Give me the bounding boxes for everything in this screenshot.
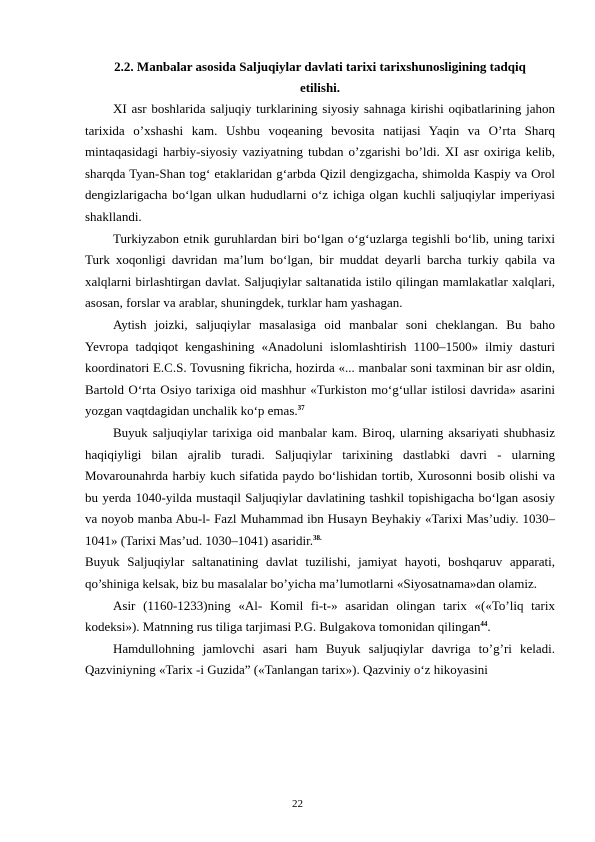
paragraph-2-text: Turkiyzabon etnik guruhlardan biri bo‘lgan o‘g‘uzlarga tegishli bo‘lib, uning tarixi Turk xoqonligi davridan ma’lum bo‘lgan, bir muddat deyarli barcha turkiy qabila va xalqlarni birlashtirgan davlat. Saljuqiylar saltanatida istilo qilingan mamlakatlar xalqlari, asosan, forslar va arablar, shuningdek, turklar ham yashagan. [85,230,555,311]
paragraph-1 [85,98,555,228]
paragraph-6 [85,595,555,638]
paragraph-7 [85,638,555,681]
paragraph-2 [85,228,555,314]
paragraph-5-text: Buyuk Saljuqiylar saltanatining davlat tuzilishi, jamiyat hayoti, boshqaruv apparati, qo’shiniga kelsak, biz bu masalalar bo’yicha ma’lumotlarni «Siyosatnama»dan olamiz. [85,554,555,592]
paragraph-3 [85,314,555,422]
paragraph-6-end: . [487,619,491,635]
footnote-ref-38[interactable]: 38. [313,533,322,542]
paragraph-4 [85,422,555,552]
page-number: 22 [292,798,303,810]
paragraph-3-text: Aytish joizki, saljuqiylar masalasiga oid manbalar soni cheklangan. Bu baho Yevropa tadqiqot kengashining «Anadoluni islomlashtirish 1100–1500» ilmiy dasturi koordinatori E.C.S. Tovusning fikricha, hozirda «... manbalar soni taxminan bir asr oldin, Bartold O‘rta Osiyo tarixiga oid mashhur «Turkiston mo‘g‘ullar istilosi davrida» asarini yozgan vaqtdagidan unchalik ko‘p emas. [85,316,555,419]
footnote-ref-44[interactable]: 44 [480,620,488,629]
section-heading-line-2: etilishi. [299,80,341,95]
paragraph-7-text: Hamdullohning jamlovchi asari ham Buyuk saljuqiylar davriga to’g’ri keladi. Qazviniyning «Tarix -i Guzida” («Tanlangan tarix»). Qazviniy o‘z hikoyasini [85,640,555,678]
paragraph-5 [85,551,555,594]
section-heading-line-1: 2.2. Manbalar asosida Saljuqiylar davlati tarixi tarixshunosligining tadqiq [114,59,526,74]
paragraph-4-text: Buyuk saljuqiylar tarixiga oid manbalar kam. Biroq, ularning aksariyati shubhasiz haqiqiyligi bilan ajralib turadi. Saljuqiylar tarixining dastlabki davri - ularning Movarounahrda harbiy kuch sifatida paydo bo‘lishidan tortib, Xurosonni bosib olishi va bu yerda 1040-yilda mustaqil Saljuqiylar davlatining tashkil topishigacha bo‘lgan asosiy va noyob manba Abu-l- Fazl Muhammad ibn Husayn Beyhakiy «Tarixi Mas’udiy. 1030–1041» (Tarixi Mas’ud. 1030–1041) asaridir. [85,424,555,548]
page-content [85,56,555,681]
footnote-ref-37[interactable]: 37 [297,404,305,413]
paragraph-6-text: Asir (1160-1233)ning «Al- Komil fi-t-» asaridan olingan tarix «(«To’liq tarix kodeksi»). Matnning rus tiliga tarjimasi P.G. Bulgakova tomonidan qilingan [85,597,555,635]
section-heading [85,56,555,98]
paragraph-1-text: XI asr boshlarida saljuqiy turklarining siyosiy sahnaga kirishi oqibatlarining jahon tarixida o’xshashi kam. Ushbu voqeaning bevosita natijasi Yaqin va O’rta Sharq mintaqasidagi harbiy-siyosiy vaziyatning tubdan o’zgarishi bo’ldi. XI asr oxiriga kelib, sharqda Tyan-Shan tog‘ etaklaridan g‘arbda Qizil dengizgacha, shimolda Kaspiy va Orol dengizlarigacha bo‘lgan ulkan hududlarni o‘z ichiga olgan kuchli saljuqiylar imperiyasi shakllandi. [85,101,555,224]
